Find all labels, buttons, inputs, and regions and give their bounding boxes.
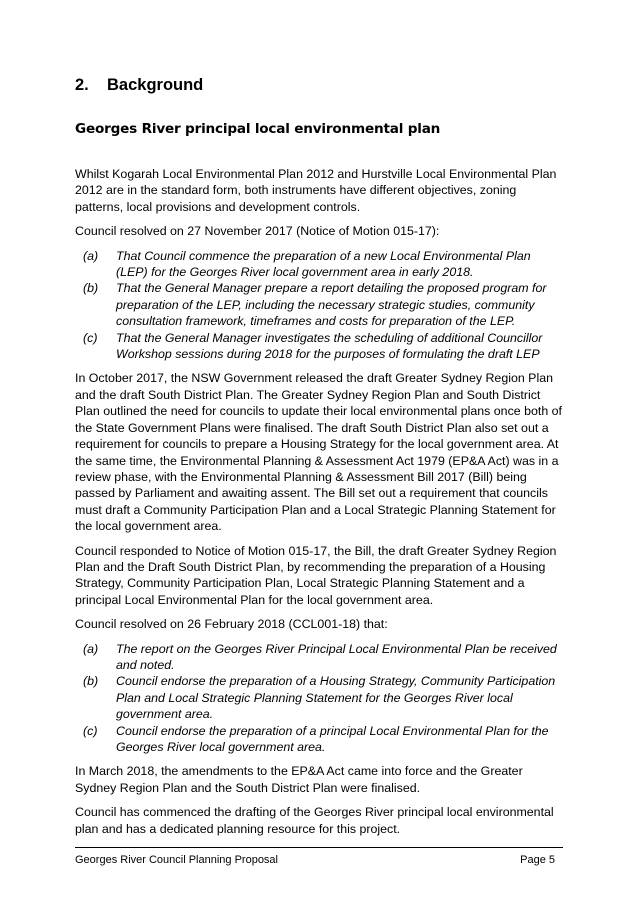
paragraph-council-response: Council responded to Notice of Motion 015-17, the Bill, the draft Greater Sydney Region Plan and the Draft South District Plan, by recommending the preparation of a Housing Strategy, Community Participation Plan, Local Strategic Planning Statement and a principal Local Environmental Plan for the local government area. bbox=[75, 543, 557, 607]
list-item-marker: (b) bbox=[83, 674, 99, 689]
list-item-text: That the General Manager prepare a report detailing the proposed program for preparation of the LEP, including the necessary strategic studies, community consultation framework, timeframes and costs for preparation of the LEP. bbox=[116, 281, 547, 329]
paragraph-resolution-2017-intro: Council resolved on 27 November 2017 (Notice of Motion 015-17): bbox=[75, 224, 440, 239]
page-content bbox=[75, 74, 565, 837]
subheading: Georges River principal local environmental plan bbox=[75, 121, 441, 137]
footer-page-number: Page 5 bbox=[520, 854, 555, 866]
resolution-2018-list bbox=[75, 641, 565, 756]
section-title: Background bbox=[107, 76, 204, 94]
list-item bbox=[75, 723, 565, 756]
list-item bbox=[75, 641, 565, 674]
list-item bbox=[75, 330, 565, 363]
list-item-marker: (a) bbox=[83, 248, 99, 263]
list-item-text: That Council commence the preparation of a new Local Environmental Plan (LEP) for the Georges River local government area in early 2018. bbox=[116, 248, 531, 280]
paragraph-nsw-government: In October 2017, the NSW Government released the draft Greater Sydney Region Plan and the draft South District Plan. The Greater Sydney Region Plan and South District Plan outlined the need for councils to update their local environmental plans once both of the State Government Plans were finalised. The draft South District Plan also set out a requirement for councils to prepare a Housing Strategy for the local government area. At the same time, the Environmental Planning & Assessment Act 1979 (EP&A Act) was in a review phase, with the Environmental Planning & Assessment Bill 2017 (Bill) being passed by Parliament and awaiting assent. The Bill set out a requirement that councils must draft a Community Participation Plan and a Local Strategic Planning Statement for the local government area. bbox=[75, 371, 562, 534]
list-item-text: Council endorse the preparation of a Housing Strategy, Community Participation Plan and Local Strategic Planning Statement for the Georges River local government area. bbox=[116, 674, 556, 722]
list-item-text: Council endorse the preparation of a principal Local Environmental Plan for the Georges River local government area. bbox=[116, 723, 549, 754]
list-item bbox=[75, 673, 565, 722]
section-heading bbox=[75, 74, 565, 96]
section-number: 2. bbox=[75, 76, 89, 94]
list-item-text: That the General Manager investigates the scheduling of additional Councillor Workshop sessions during 2018 for the purposes of formulating the draft LEP bbox=[116, 330, 543, 362]
list-item-text: The report on the Georges River Principal Local Environmental Plan be received and noted. bbox=[116, 641, 557, 672]
list-item-marker: (c) bbox=[83, 330, 98, 345]
list-item-marker: (b) bbox=[83, 281, 99, 296]
paragraph-march-2018: In March 2018, the amendments to the EP&A Act came into force and the Greater Sydney Region Plan and the South District Plan were finalised. bbox=[75, 764, 523, 795]
paragraph-drafting: Council has commenced the drafting of the Georges River principal local environmental plan and has a dedicated planning resource for this project. bbox=[75, 805, 554, 836]
list-item-marker: (c) bbox=[83, 723, 98, 738]
paragraph-intro: Whilst Kogarah Local Environmental Plan 2012 and Hurstville Local Environmental Plan 2012 are in the standard form, both instruments have different objectives, zoning patterns, local provisions and development controls. bbox=[75, 167, 557, 214]
list-item bbox=[75, 248, 565, 281]
list-item-marker: (a) bbox=[83, 641, 99, 656]
list-item bbox=[75, 280, 565, 329]
resolution-2017-list bbox=[75, 248, 565, 363]
footer-document-title: Georges River Council Planning Proposal bbox=[75, 854, 278, 866]
page-footer bbox=[75, 847, 563, 867]
paragraph-resolution-2018-intro: Council resolved on 26 February 2018 (CCL001-18) that: bbox=[75, 617, 388, 632]
